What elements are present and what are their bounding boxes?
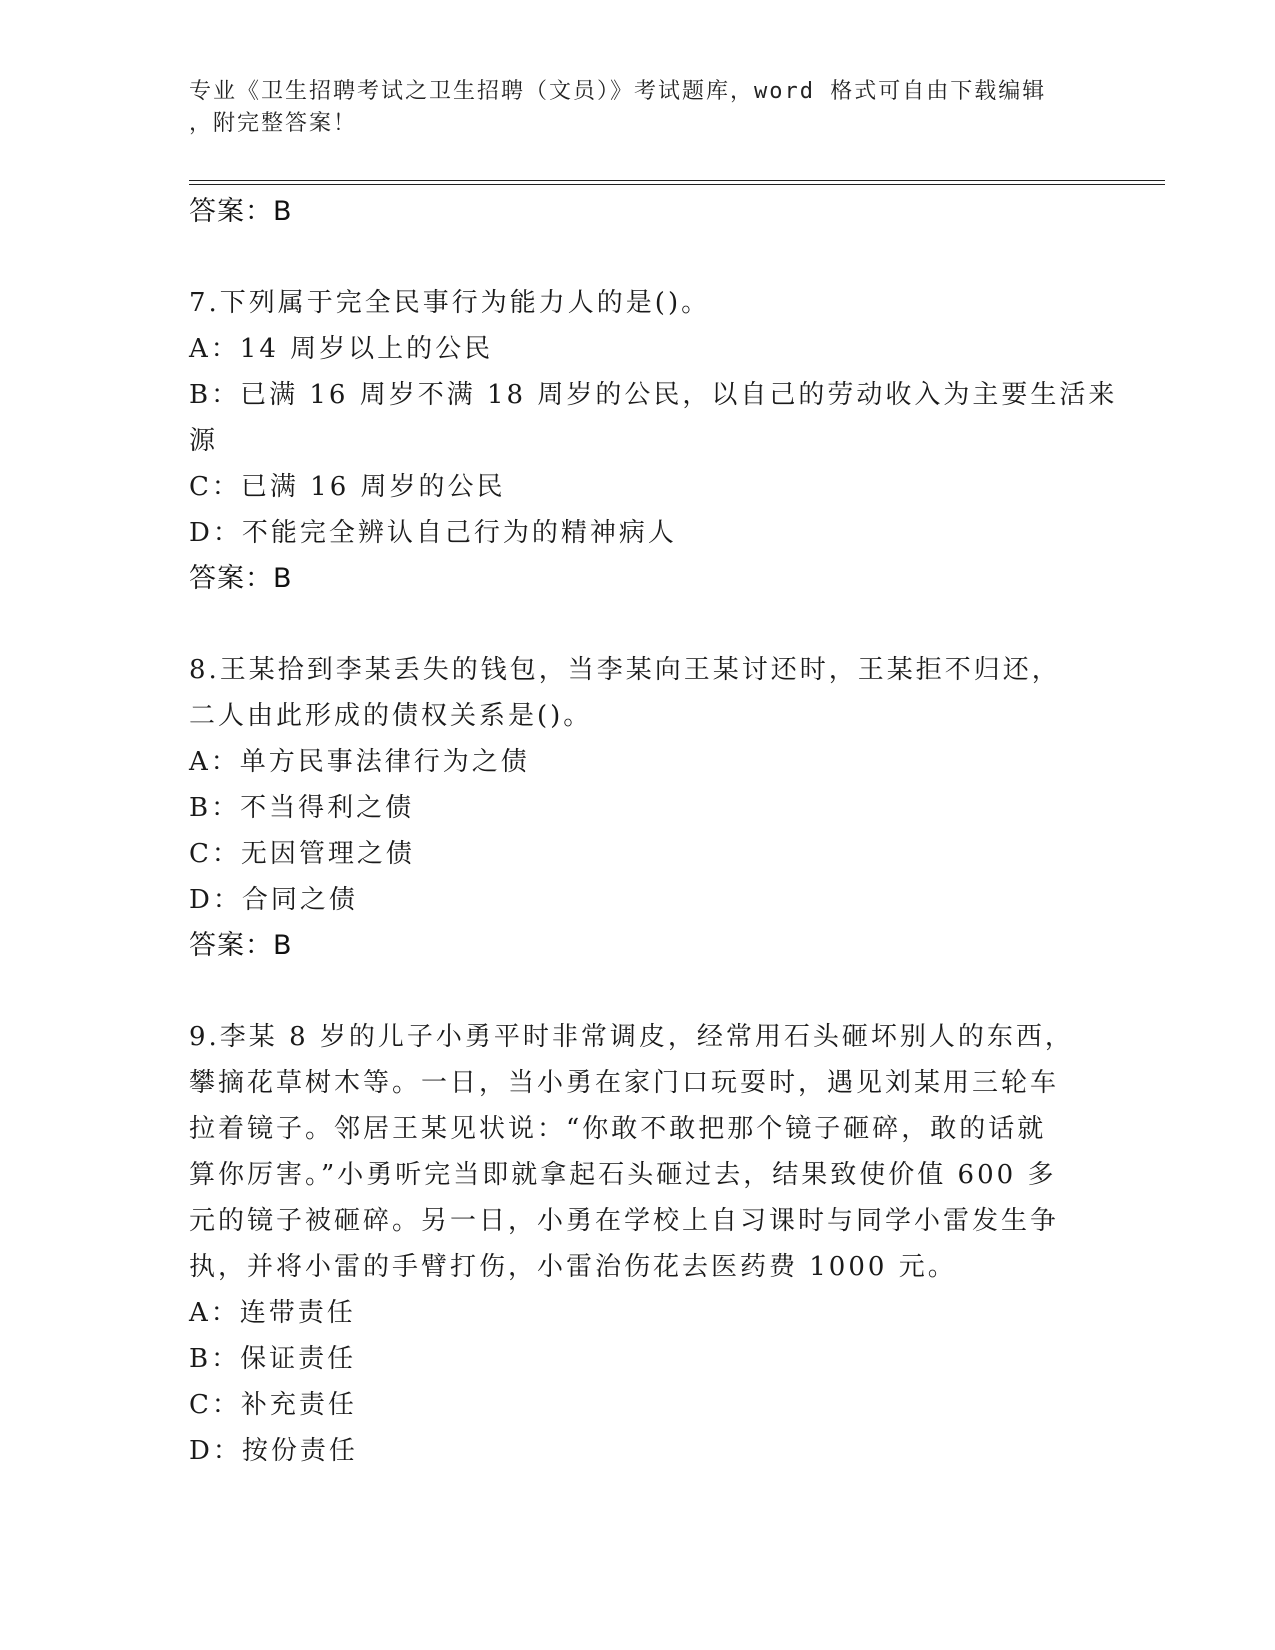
question-8 <box>189 647 1089 969</box>
question-stem-continued: 执，并将小雷的手臂打伤，小雷治伤花去医药费 1000 元。 <box>189 1252 957 1282</box>
question-stem-continued: 攀摘花草树木等。一日，当小勇在家门口玩耍时，遇见刘某用三轮车 <box>189 1068 1060 1098</box>
spacer <box>189 235 1089 280</box>
header-line-2: ，附完整答案！ <box>189 111 358 136</box>
option-b: B：不当得利之债 <box>189 793 415 823</box>
option-b-continued: 源 <box>189 426 219 456</box>
option-c: C：补充责任 <box>189 1390 357 1420</box>
option-b: B：已满 16 周岁不满 18 周岁的公民，以自己的劳动收入为主要生活来 <box>189 380 1118 410</box>
spacer <box>189 969 1089 1014</box>
question-stem: 9.李某 8 岁的儿子小勇平时非常调皮，经常用石头砸坏别人的东西， <box>189 1022 1074 1052</box>
option-a: A：14 周岁以上的公民 <box>189 334 494 364</box>
question-stem-continued: 算你厉害。”小勇听完当即就拿起石头砸过去，结果致使价值 600 多 <box>189 1160 1057 1190</box>
option-d: D：不能完全辨认自己行为的精神病人 <box>189 518 677 548</box>
spacer <box>189 602 1089 647</box>
option-a: A：连带责任 <box>189 1298 356 1328</box>
option-b: B：保证责任 <box>189 1344 357 1374</box>
answer: 答案：B <box>189 930 293 961</box>
option-c: C：已满 16 周岁的公民 <box>189 472 506 502</box>
question-stem: 8.王某拾到李某丢失的钱包，当李某向王某讨还时，王某拒不归还， <box>189 655 1061 685</box>
option-d: D：合同之债 <box>189 885 358 915</box>
option-a: A：单方民事法律行为之债 <box>189 747 530 777</box>
question-stem-continued: 拉着镜子。邻居王某见状说：“你敢不敢把那个镜子砸碎，敢的话就 <box>189 1114 1047 1144</box>
header-line-1: 专业《卫生招聘考试之卫生招聘（文员）》考试题库，word 格式可自由下载编辑 <box>189 79 1047 104</box>
option-d: D：按份责任 <box>189 1436 358 1466</box>
question-content <box>189 189 1118 1474</box>
header-divider <box>189 180 1165 181</box>
question-9 <box>189 1014 1089 1474</box>
option-c: C：无因管理之债 <box>189 839 415 869</box>
previous-answer: 答案：B <box>189 196 293 227</box>
question-stem: 7.下列属于完全民事行为能力人的是()。 <box>189 288 711 318</box>
question-7 <box>189 280 1118 602</box>
page-header <box>189 76 1069 140</box>
question-stem-continued: 元的镜子被砸碎。另一日，小勇在学校上自习课时与同学小雷发生争 <box>189 1206 1060 1236</box>
header-divider-thin <box>189 184 1165 185</box>
question-stem-continued: 二人由此形成的债权关系是()。 <box>189 701 593 731</box>
answer: 答案：B <box>189 563 293 594</box>
